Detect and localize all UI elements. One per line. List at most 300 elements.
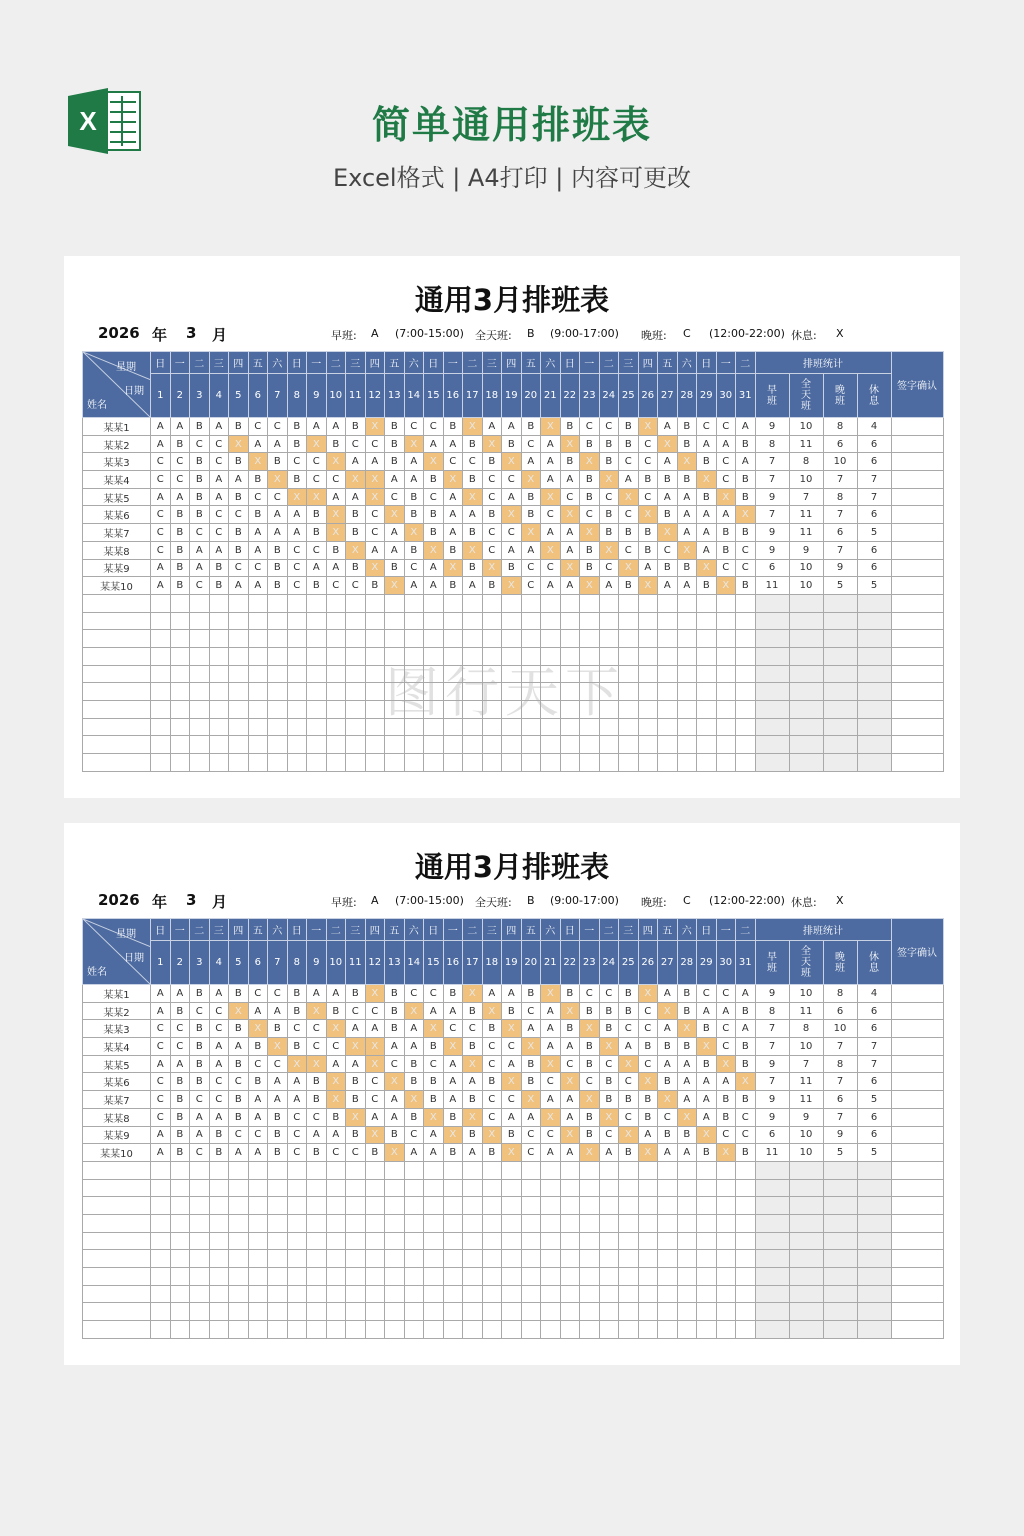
shift-cell[interactable]: B bbox=[443, 1108, 463, 1126]
shift-cell[interactable]: B bbox=[170, 1091, 190, 1109]
shift-cell[interactable] bbox=[404, 1197, 424, 1215]
shift-cell[interactable]: B bbox=[677, 1002, 697, 1020]
shift-cell[interactable] bbox=[580, 1250, 600, 1268]
sign-cell[interactable] bbox=[891, 985, 943, 1003]
shift-cell[interactable] bbox=[287, 1179, 307, 1197]
shift-cell[interactable]: B bbox=[638, 471, 658, 489]
shift-cell[interactable] bbox=[151, 683, 171, 701]
shift-cell[interactable]: C bbox=[287, 1144, 307, 1162]
shift-cell[interactable] bbox=[346, 1268, 366, 1286]
shift-cell[interactable] bbox=[736, 1285, 756, 1303]
shift-cell[interactable]: B bbox=[658, 1073, 678, 1091]
shift-cell[interactable]: A bbox=[443, 524, 463, 542]
shift-cell[interactable] bbox=[209, 1303, 229, 1321]
shift-cell[interactable] bbox=[599, 1250, 619, 1268]
shift-cell[interactable]: A bbox=[287, 1091, 307, 1109]
rest-cell[interactable]: X bbox=[385, 1073, 405, 1091]
shift-cell[interactable]: A bbox=[424, 1126, 444, 1144]
shift-cell[interactable] bbox=[151, 1321, 171, 1339]
shift-cell[interactable] bbox=[638, 1285, 658, 1303]
shift-cell[interactable]: B bbox=[463, 524, 483, 542]
shift-cell[interactable] bbox=[307, 1321, 327, 1339]
shift-cell[interactable] bbox=[619, 754, 639, 772]
shift-cell[interactable]: C bbox=[541, 1126, 561, 1144]
shift-cell[interactable] bbox=[209, 1321, 229, 1339]
shift-cell[interactable] bbox=[619, 1268, 639, 1286]
shift-cell[interactable] bbox=[521, 594, 541, 612]
shift-cell[interactable] bbox=[736, 612, 756, 630]
shift-cell[interactable]: C bbox=[638, 488, 658, 506]
sign-cell[interactable] bbox=[891, 453, 943, 471]
shift-cell[interactable]: B bbox=[268, 1108, 288, 1126]
shift-cell[interactable]: A bbox=[443, 1073, 463, 1091]
shift-cell[interactable]: C bbox=[209, 1002, 229, 1020]
shift-cell[interactable] bbox=[463, 1179, 483, 1197]
rest-cell[interactable]: X bbox=[658, 524, 678, 542]
rest-cell[interactable]: X bbox=[463, 418, 483, 436]
shift-cell[interactable]: B bbox=[170, 559, 190, 577]
shift-cell[interactable] bbox=[229, 665, 249, 683]
shift-cell[interactable]: B bbox=[229, 488, 249, 506]
shift-cell[interactable] bbox=[190, 1285, 210, 1303]
shift-cell[interactable]: C bbox=[482, 524, 502, 542]
shift-cell[interactable]: C bbox=[248, 559, 268, 577]
shift-cell[interactable] bbox=[463, 1250, 483, 1268]
shift-cell[interactable] bbox=[326, 754, 346, 772]
shift-cell[interactable]: B bbox=[209, 1126, 229, 1144]
shift-cell[interactable] bbox=[638, 736, 658, 754]
shift-cell[interactable] bbox=[346, 701, 366, 719]
shift-cell[interactable] bbox=[580, 754, 600, 772]
shift-cell[interactable] bbox=[521, 754, 541, 772]
shift-cell[interactable] bbox=[287, 754, 307, 772]
shift-cell[interactable]: B bbox=[346, 506, 366, 524]
shift-cell[interactable]: C bbox=[502, 471, 522, 489]
shift-cell[interactable]: B bbox=[404, 488, 424, 506]
shift-cell[interactable]: A bbox=[268, 524, 288, 542]
shift-cell[interactable] bbox=[677, 1197, 697, 1215]
shift-cell[interactable] bbox=[482, 1268, 502, 1286]
shift-cell[interactable]: C bbox=[716, 985, 736, 1003]
shift-cell[interactable]: A bbox=[502, 1055, 522, 1073]
shift-cell[interactable] bbox=[190, 630, 210, 648]
shift-cell[interactable] bbox=[541, 630, 561, 648]
rest-cell[interactable]: X bbox=[502, 506, 522, 524]
shift-cell[interactable] bbox=[482, 754, 502, 772]
shift-cell[interactable] bbox=[151, 1161, 171, 1179]
shift-cell[interactable]: A bbox=[736, 418, 756, 436]
shift-cell[interactable] bbox=[307, 1250, 327, 1268]
rest-cell[interactable]: X bbox=[326, 524, 346, 542]
shift-cell[interactable]: B bbox=[736, 1144, 756, 1162]
shift-cell[interactable]: C bbox=[521, 559, 541, 577]
shift-cell[interactable]: B bbox=[385, 1126, 405, 1144]
rest-cell[interactable]: X bbox=[365, 1055, 385, 1073]
shift-cell[interactable]: B bbox=[385, 559, 405, 577]
shift-cell[interactable] bbox=[716, 1179, 736, 1197]
shift-cell[interactable] bbox=[151, 1232, 171, 1250]
shift-cell[interactable] bbox=[716, 1268, 736, 1286]
shift-cell[interactable]: A bbox=[404, 577, 424, 595]
shift-cell[interactable] bbox=[521, 1161, 541, 1179]
employee-name[interactable] bbox=[83, 1285, 151, 1303]
shift-cell[interactable]: B bbox=[229, 418, 249, 436]
shift-cell[interactable] bbox=[443, 1214, 463, 1232]
shift-cell[interactable]: A bbox=[638, 559, 658, 577]
shift-cell[interactable]: C bbox=[619, 1108, 639, 1126]
shift-cell[interactable] bbox=[697, 630, 717, 648]
rest-cell[interactable]: X bbox=[619, 559, 639, 577]
shift-cell[interactable]: A bbox=[229, 577, 249, 595]
shift-cell[interactable] bbox=[697, 736, 717, 754]
shift-cell[interactable] bbox=[229, 1285, 249, 1303]
shift-cell[interactable] bbox=[170, 630, 190, 648]
shift-cell[interactable] bbox=[365, 1321, 385, 1339]
rest-cell[interactable]: X bbox=[365, 418, 385, 436]
employee-name[interactable] bbox=[83, 683, 151, 701]
shift-cell[interactable]: B bbox=[619, 524, 639, 542]
shift-cell[interactable] bbox=[170, 1161, 190, 1179]
rest-cell[interactable]: X bbox=[404, 1091, 424, 1109]
sign-cell[interactable] bbox=[891, 1303, 943, 1321]
shift-cell[interactable] bbox=[307, 1268, 327, 1286]
shift-cell[interactable] bbox=[229, 1268, 249, 1286]
shift-cell[interactable]: C bbox=[365, 506, 385, 524]
shift-cell[interactable] bbox=[463, 1321, 483, 1339]
shift-cell[interactable]: B bbox=[736, 1091, 756, 1109]
shift-cell[interactable] bbox=[463, 612, 483, 630]
shift-cell[interactable]: C bbox=[463, 1020, 483, 1038]
shift-cell[interactable]: A bbox=[443, 1002, 463, 1020]
shift-cell[interactable]: C bbox=[599, 418, 619, 436]
shift-cell[interactable]: B bbox=[424, 1038, 444, 1056]
shift-cell[interactable] bbox=[287, 736, 307, 754]
shift-cell[interactable]: A bbox=[248, 435, 268, 453]
shift-cell[interactable] bbox=[151, 630, 171, 648]
shift-cell[interactable]: B bbox=[404, 1108, 424, 1126]
shift-cell[interactable] bbox=[326, 1321, 346, 1339]
shift-cell[interactable]: A bbox=[560, 1038, 580, 1056]
rest-cell[interactable]: X bbox=[580, 524, 600, 542]
shift-cell[interactable] bbox=[229, 612, 249, 630]
shift-cell[interactable] bbox=[229, 718, 249, 736]
shift-cell[interactable] bbox=[677, 1161, 697, 1179]
shift-cell[interactable]: A bbox=[151, 1002, 171, 1020]
shift-cell[interactable]: C bbox=[521, 1002, 541, 1020]
shift-cell[interactable] bbox=[658, 1197, 678, 1215]
shift-cell[interactable]: C bbox=[287, 541, 307, 559]
shift-cell[interactable] bbox=[658, 754, 678, 772]
shift-cell[interactable] bbox=[287, 665, 307, 683]
shift-cell[interactable] bbox=[736, 1321, 756, 1339]
shift-cell[interactable] bbox=[677, 1214, 697, 1232]
shift-cell[interactable]: C bbox=[248, 418, 268, 436]
shift-cell[interactable]: B bbox=[268, 1144, 288, 1162]
shift-cell[interactable]: A bbox=[658, 1020, 678, 1038]
shift-cell[interactable] bbox=[307, 630, 327, 648]
shift-cell[interactable]: A bbox=[170, 488, 190, 506]
shift-cell[interactable]: B bbox=[521, 488, 541, 506]
shift-cell[interactable] bbox=[385, 1268, 405, 1286]
rest-cell[interactable]: X bbox=[443, 471, 463, 489]
shift-cell[interactable] bbox=[346, 1232, 366, 1250]
shift-cell[interactable]: C bbox=[229, 1126, 249, 1144]
shift-cell[interactable]: B bbox=[287, 435, 307, 453]
shift-cell[interactable] bbox=[599, 594, 619, 612]
shift-cell[interactable]: B bbox=[248, 471, 268, 489]
shift-cell[interactable] bbox=[385, 630, 405, 648]
employee-name[interactable] bbox=[83, 754, 151, 772]
rest-cell[interactable]: X bbox=[716, 1144, 736, 1162]
shift-cell[interactable]: B bbox=[404, 541, 424, 559]
shift-cell[interactable] bbox=[346, 1179, 366, 1197]
rest-cell[interactable]: X bbox=[424, 541, 444, 559]
shift-cell[interactable] bbox=[404, 754, 424, 772]
shift-cell[interactable] bbox=[443, 1250, 463, 1268]
shift-cell[interactable] bbox=[658, 1161, 678, 1179]
shift-cell[interactable]: B bbox=[424, 1073, 444, 1091]
shift-cell[interactable]: B bbox=[463, 1091, 483, 1109]
shift-cell[interactable] bbox=[560, 1197, 580, 1215]
shift-cell[interactable] bbox=[248, 1214, 268, 1232]
shift-cell[interactable]: A bbox=[307, 559, 327, 577]
shift-cell[interactable] bbox=[287, 1232, 307, 1250]
shift-cell[interactable]: A bbox=[151, 488, 171, 506]
shift-cell[interactable] bbox=[248, 612, 268, 630]
shift-cell[interactable]: B bbox=[599, 1091, 619, 1109]
shift-cell[interactable] bbox=[404, 594, 424, 612]
sign-cell[interactable] bbox=[891, 1144, 943, 1162]
shift-cell[interactable] bbox=[716, 1303, 736, 1321]
shift-cell[interactable] bbox=[385, 1321, 405, 1339]
shift-cell[interactable]: A bbox=[151, 1126, 171, 1144]
shift-cell[interactable] bbox=[404, 1250, 424, 1268]
rest-cell[interactable]: X bbox=[697, 471, 717, 489]
shift-cell[interactable]: C bbox=[424, 1055, 444, 1073]
shift-cell[interactable] bbox=[443, 1268, 463, 1286]
shift-cell[interactable] bbox=[229, 701, 249, 719]
shift-cell[interactable] bbox=[268, 647, 288, 665]
shift-cell[interactable]: B bbox=[697, 1144, 717, 1162]
shift-cell[interactable]: A bbox=[482, 418, 502, 436]
shift-cell[interactable] bbox=[404, 736, 424, 754]
shift-cell[interactable] bbox=[404, 1179, 424, 1197]
shift-cell[interactable]: B bbox=[599, 453, 619, 471]
shift-cell[interactable]: A bbox=[619, 471, 639, 489]
sign-cell[interactable] bbox=[891, 1091, 943, 1109]
shift-cell[interactable] bbox=[307, 594, 327, 612]
shift-cell[interactable]: C bbox=[638, 1055, 658, 1073]
shift-cell[interactable]: C bbox=[170, 471, 190, 489]
shift-cell[interactable]: B bbox=[190, 1073, 210, 1091]
shift-cell[interactable] bbox=[716, 647, 736, 665]
shift-cell[interactable] bbox=[248, 701, 268, 719]
shift-cell[interactable] bbox=[170, 1214, 190, 1232]
shift-cell[interactable] bbox=[190, 1232, 210, 1250]
shift-cell[interactable]: A bbox=[307, 985, 327, 1003]
shift-cell[interactable] bbox=[326, 1197, 346, 1215]
shift-cell[interactable] bbox=[619, 630, 639, 648]
shift-cell[interactable] bbox=[697, 1179, 717, 1197]
shift-cell[interactable] bbox=[170, 1303, 190, 1321]
shift-cell[interactable] bbox=[463, 1285, 483, 1303]
rest-cell[interactable]: X bbox=[560, 1126, 580, 1144]
shift-cell[interactable] bbox=[170, 754, 190, 772]
shift-cell[interactable] bbox=[619, 1214, 639, 1232]
shift-cell[interactable]: C bbox=[190, 1144, 210, 1162]
shift-cell[interactable] bbox=[190, 1303, 210, 1321]
shift-cell[interactable] bbox=[268, 1268, 288, 1286]
shift-cell[interactable] bbox=[599, 736, 619, 754]
shift-cell[interactable]: C bbox=[599, 559, 619, 577]
sign-cell[interactable] bbox=[891, 665, 943, 683]
shift-cell[interactable]: B bbox=[346, 1091, 366, 1109]
shift-cell[interactable]: B bbox=[619, 577, 639, 595]
shift-cell[interactable] bbox=[229, 1303, 249, 1321]
rest-cell[interactable]: X bbox=[482, 1126, 502, 1144]
shift-cell[interactable]: A bbox=[443, 1055, 463, 1073]
shift-cell[interactable]: C bbox=[151, 524, 171, 542]
rest-cell[interactable]: X bbox=[541, 1055, 561, 1073]
rest-cell[interactable]: X bbox=[599, 1108, 619, 1126]
shift-cell[interactable] bbox=[190, 1268, 210, 1286]
shift-cell[interactable] bbox=[424, 1197, 444, 1215]
shift-cell[interactable]: C bbox=[521, 1144, 541, 1162]
shift-cell[interactable] bbox=[268, 754, 288, 772]
shift-cell[interactable]: C bbox=[151, 1091, 171, 1109]
shift-cell[interactable]: C bbox=[736, 1126, 756, 1144]
shift-cell[interactable] bbox=[716, 665, 736, 683]
shift-cell[interactable]: B bbox=[326, 435, 346, 453]
shift-cell[interactable]: C bbox=[716, 559, 736, 577]
shift-cell[interactable]: A bbox=[326, 1126, 346, 1144]
shift-cell[interactable] bbox=[502, 612, 522, 630]
employee-name[interactable] bbox=[83, 701, 151, 719]
shift-cell[interactable]: B bbox=[697, 1020, 717, 1038]
shift-cell[interactable] bbox=[307, 1232, 327, 1250]
shift-cell[interactable]: B bbox=[599, 1020, 619, 1038]
shift-cell[interactable] bbox=[209, 1161, 229, 1179]
shift-cell[interactable] bbox=[580, 630, 600, 648]
rest-cell[interactable]: X bbox=[365, 1126, 385, 1144]
shift-cell[interactable]: A bbox=[209, 418, 229, 436]
shift-cell[interactable]: B bbox=[346, 418, 366, 436]
shift-cell[interactable] bbox=[424, 1232, 444, 1250]
shift-cell[interactable] bbox=[677, 1268, 697, 1286]
shift-cell[interactable]: C bbox=[716, 453, 736, 471]
shift-cell[interactable] bbox=[580, 1268, 600, 1286]
shift-cell[interactable]: B bbox=[268, 541, 288, 559]
shift-cell[interactable]: C bbox=[424, 985, 444, 1003]
shift-cell[interactable] bbox=[560, 1321, 580, 1339]
shift-cell[interactable] bbox=[677, 1321, 697, 1339]
shift-cell[interactable] bbox=[307, 1179, 327, 1197]
shift-cell[interactable] bbox=[580, 736, 600, 754]
shift-cell[interactable] bbox=[443, 594, 463, 612]
shift-cell[interactable]: A bbox=[697, 1091, 717, 1109]
shift-cell[interactable]: A bbox=[697, 506, 717, 524]
shift-cell[interactable]: A bbox=[658, 453, 678, 471]
shift-cell[interactable]: C bbox=[151, 1020, 171, 1038]
rest-cell[interactable]: X bbox=[697, 559, 717, 577]
shift-cell[interactable]: A bbox=[287, 1073, 307, 1091]
shift-cell[interactable]: A bbox=[268, 1002, 288, 1020]
shift-cell[interactable] bbox=[385, 1161, 405, 1179]
shift-cell[interactable] bbox=[502, 736, 522, 754]
shift-cell[interactable] bbox=[482, 1214, 502, 1232]
shift-cell[interactable]: C bbox=[170, 453, 190, 471]
shift-cell[interactable] bbox=[326, 1232, 346, 1250]
shift-cell[interactable]: C bbox=[736, 1108, 756, 1126]
shift-cell[interactable] bbox=[599, 1214, 619, 1232]
shift-cell[interactable]: A bbox=[209, 1108, 229, 1126]
shift-cell[interactable]: A bbox=[209, 488, 229, 506]
shift-cell[interactable] bbox=[209, 1179, 229, 1197]
shift-cell[interactable]: A bbox=[443, 1091, 463, 1109]
shift-cell[interactable]: C bbox=[697, 418, 717, 436]
shift-cell[interactable]: C bbox=[443, 1020, 463, 1038]
rest-cell[interactable]: X bbox=[404, 524, 424, 542]
rest-cell[interactable]: X bbox=[404, 435, 424, 453]
shift-cell[interactable] bbox=[307, 1214, 327, 1232]
shift-cell[interactable] bbox=[385, 736, 405, 754]
shift-cell[interactable]: C bbox=[209, 524, 229, 542]
shift-cell[interactable] bbox=[229, 1197, 249, 1215]
rest-cell[interactable]: X bbox=[736, 506, 756, 524]
shift-cell[interactable] bbox=[209, 594, 229, 612]
rest-cell[interactable]: X bbox=[229, 1002, 249, 1020]
shift-cell[interactable]: A bbox=[385, 1038, 405, 1056]
shift-cell[interactable]: B bbox=[209, 559, 229, 577]
shift-cell[interactable]: B bbox=[443, 541, 463, 559]
shift-cell[interactable] bbox=[658, 1250, 678, 1268]
shift-cell[interactable]: B bbox=[677, 435, 697, 453]
shift-cell[interactable] bbox=[268, 718, 288, 736]
shift-cell[interactable] bbox=[716, 1214, 736, 1232]
shift-cell[interactable]: A bbox=[424, 577, 444, 595]
shift-cell[interactable]: B bbox=[716, 1108, 736, 1126]
rest-cell[interactable]: X bbox=[385, 506, 405, 524]
shift-cell[interactable] bbox=[658, 665, 678, 683]
shift-cell[interactable] bbox=[541, 736, 561, 754]
shift-cell[interactable] bbox=[287, 718, 307, 736]
rest-cell[interactable]: X bbox=[365, 1038, 385, 1056]
shift-cell[interactable] bbox=[326, 612, 346, 630]
shift-cell[interactable]: A bbox=[287, 524, 307, 542]
shift-cell[interactable] bbox=[307, 1303, 327, 1321]
shift-cell[interactable] bbox=[599, 754, 619, 772]
shift-cell[interactable]: A bbox=[697, 1108, 717, 1126]
shift-cell[interactable] bbox=[190, 665, 210, 683]
shift-cell[interactable]: A bbox=[151, 435, 171, 453]
shift-cell[interactable]: A bbox=[248, 1002, 268, 1020]
shift-cell[interactable]: C bbox=[209, 1073, 229, 1091]
shift-cell[interactable]: B bbox=[521, 418, 541, 436]
shift-cell[interactable]: B bbox=[248, 1038, 268, 1056]
shift-cell[interactable] bbox=[209, 701, 229, 719]
shift-cell[interactable] bbox=[599, 1161, 619, 1179]
shift-cell[interactable]: A bbox=[541, 1038, 561, 1056]
shift-cell[interactable]: B bbox=[443, 985, 463, 1003]
shift-cell[interactable]: C bbox=[346, 1144, 366, 1162]
shift-cell[interactable]: A bbox=[560, 1108, 580, 1126]
shift-cell[interactable] bbox=[521, 630, 541, 648]
shift-cell[interactable] bbox=[287, 1285, 307, 1303]
shift-cell[interactable] bbox=[190, 1179, 210, 1197]
shift-cell[interactable] bbox=[736, 1250, 756, 1268]
shift-cell[interactable] bbox=[658, 647, 678, 665]
shift-cell[interactable]: C bbox=[326, 1038, 346, 1056]
